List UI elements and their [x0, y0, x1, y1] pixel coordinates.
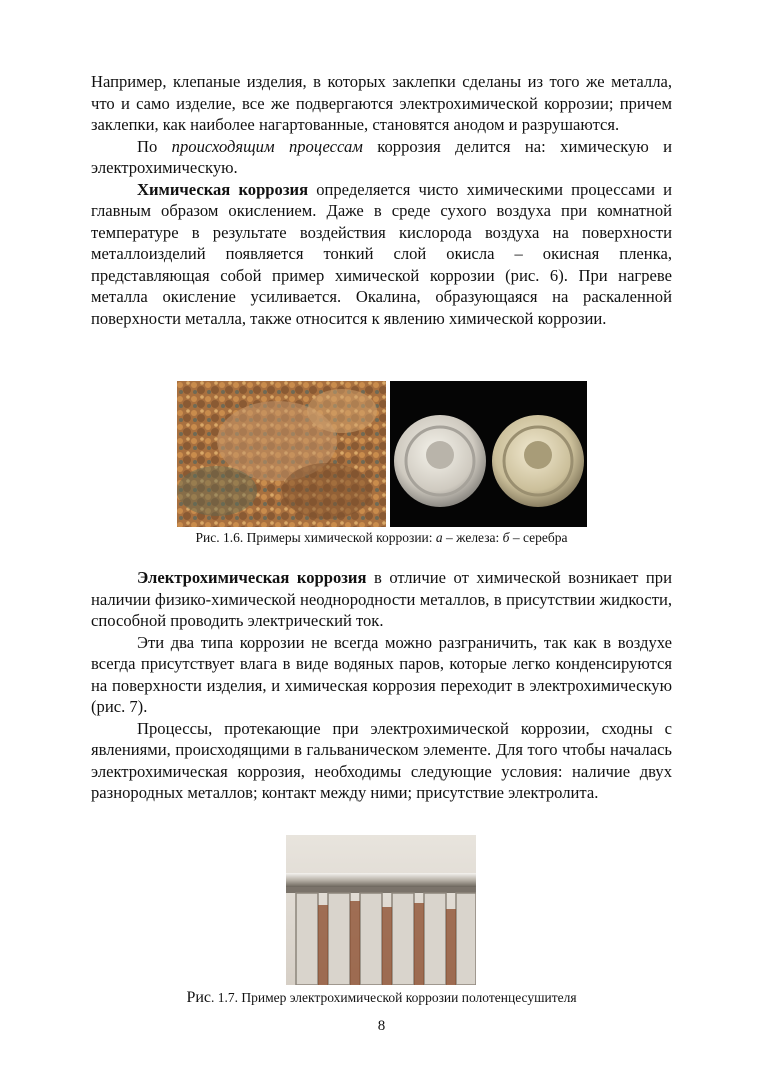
fig7-caption-big: Рис: [186, 989, 211, 1006]
paragraph-rivets: Например, клепаные изделия, в которых заклепки сделаны из того же металла, что и само изделие, все же подвергаются электрохимической коррозии; причем заклепки, как наиболее нагартованные, становятся анодом и разрушаются.: [91, 72, 672, 134]
term-chemical-corrosion: Химическая коррозия: [137, 179, 309, 199]
p2-lead: По: [137, 136, 172, 156]
text-block-bottom: [91, 567, 672, 804]
p2-italic: происходящим процессам: [171, 136, 363, 156]
figure-towel-dryer-corrosion: [286, 835, 476, 985]
text-block-top: [91, 71, 672, 329]
paragraph-two-types: Эти два типа коррозии не всегда можно разграничить, так как в воздухе всегда присутствует влага в виде водяных паров, которые легко конденсируются на поверхности изделия, и химическая коррозия переходит в электрохимическую (рис. 7).: [91, 632, 672, 716]
term-electrochemical-corrosion: Электрохимическая коррозия: [137, 568, 367, 587]
silver-corrosion-image: [390, 381, 587, 527]
figure7-caption: [0, 990, 763, 1006]
p4-rest: в отличие от химической возникает при наличии физико-химической неоднородности металлов, в присутствии жидкости, способной проводить электрический ток.: [91, 568, 672, 630]
fig6-caption-a: а: [435, 530, 443, 545]
paragraph-conditions: Процессы, протекающие при электрохимической коррозии, сходны с явлениями, происходящими в гальваническом элементе. Для того чтобы началась электрохимическая коррозия, необходимы следующие условия: наличие двух разнородных металлов; контакт между ними; присутствие электролита.: [91, 718, 672, 802]
figure-chemical-corrosion: [177, 381, 587, 527]
iron-corrosion-image: [177, 381, 386, 527]
paragraph-electrochemical: [91, 567, 672, 632]
paragraph-classification: [91, 136, 672, 179]
fig6-caption-mid: – железа:: [442, 530, 503, 545]
fig6-caption-end: – серебра: [509, 530, 568, 545]
page-number: 8: [377, 1018, 386, 1034]
fig6-caption-b: б: [502, 530, 510, 545]
fig7-caption-rest: . 1.7. Пример электрохимической коррозии полотенцесушителя: [211, 990, 577, 1005]
figure6-caption: [0, 530, 763, 546]
fig6-caption-lead: Рис. 1.6. Примеры химической коррозии:: [195, 530, 436, 545]
p3-rest: определяется чисто химическими процессами и главным образом окислением. Даже в среде сухого воздуха при комнатной температуре в результате воздействия кислорода воздуха на поверхности металлоизделий появляется тонкий слой окисла – окисная пленка, представляющая собой пример химической коррозии (рис. 6). При нагреве металла окисление усиливается. Окалина, образующаяся на раскаленной поверхности металла, также относится к явлению химической коррозии.: [91, 179, 672, 328]
p2-rest: коррозия делится на: химическую и электрохимическую.: [91, 136, 672, 177]
paragraph-chemical-corrosion: [91, 179, 672, 330]
